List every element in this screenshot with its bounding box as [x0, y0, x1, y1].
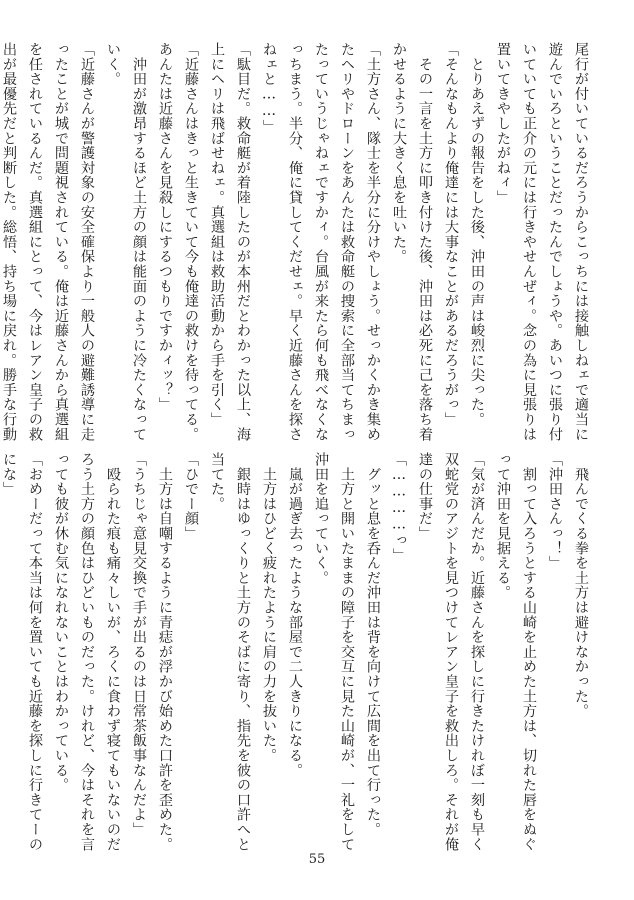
text-line: 沖田が激昂するほど土方の顔は能面のように冷たくなって	[131, 42, 147, 442]
text-block-upper	[1, 42, 594, 442]
text-line: 「近藤さんはきっと生きていて今も俺達の救けを待ってる。	[183, 42, 199, 442]
text-line: にな」	[1, 452, 17, 497]
text-line: って沖田を見据える。	[495, 452, 511, 600]
text-line: ったことが城で問題視されている。俺は近藤さんから真選組	[53, 42, 69, 442]
text-line: っちまう。半分、俺に貸してくだせェ。早く近藤さんを探さ	[287, 42, 303, 442]
text-line: ろう土方の顔色はひどいものだった。けれど、今はそれを言	[79, 452, 95, 852]
text-line: 置いてきやしたがねィ」	[495, 42, 511, 205]
text-line: たヘリやドローンをあんたは救命艇の捜索に全部当てちまっ	[339, 42, 355, 442]
text-line: その一言を土方に叩き付けた後、沖田は必死に己を落ち着	[417, 42, 433, 442]
text-line: 「駄目だ。救命艇が着陸したのが本州だとわかった以上、海	[235, 42, 251, 442]
text-line: 「土方さん、隊士を半分に分けやしょう。せっかくかき集め	[365, 42, 381, 442]
text-line: 「ひでー顔」	[183, 452, 199, 541]
text-line: 土方は自嘲するように青痣が浮かび始めた口許を歪めた。	[157, 452, 173, 852]
text-line: 上にヘリは飛ばせねェ。真選組は救助活動から手を引く」	[209, 42, 225, 427]
text-line: とりあえずの報告をした後、沖田の声は峻烈に尖った。	[469, 42, 485, 427]
text-line: を任されているんだ。真選組にとって、今はレアン皇子の救	[27, 42, 43, 442]
text-line: 尾行が付いているだろうからこっちには接触しねェで適当に	[573, 42, 589, 442]
text-line: 銀時はゆっくりと土方のそばに寄り、指先を彼の口許へと	[235, 452, 251, 852]
text-line: 嵐が過ぎ去ったような部屋で二人きりになる。	[287, 452, 303, 778]
text-line: 「おめーだって本当は何を置いても近藤を探しに行きてーの	[27, 452, 43, 852]
text-line: 「うちじゃ意見交換で手が出るのは日常茶飯事なんだよ」	[131, 452, 147, 837]
text-line: 沖田を追っていく。	[313, 452, 329, 586]
text-line: たっていうじゃねェですかィ。台風が来たら何も飛べなくな	[313, 42, 329, 442]
text-line: かせるように大きく息を吐いた。	[391, 42, 407, 264]
text-line: 「…………っ」	[391, 452, 407, 563]
text-line: 双蛇党のアジトを見つけてレアン皇子を救出しろ。それが俺	[443, 452, 459, 852]
text-line: 土方と開いたままの障子を交互に見た山崎が、一礼をして	[339, 452, 355, 852]
text-line: あんたは近藤さんを見殺しにするつもりですかィッ？」	[157, 42, 173, 412]
text-line: 殴られた痕も痛々しいが、ろくに食わず寝てもいないのだ	[105, 452, 121, 852]
text-line: 「気が済んだか。近藤さんを探しに行きたけれぼ一刻も早く	[469, 452, 485, 852]
text-line: 当てた。	[209, 452, 225, 512]
text-line: ねェと……」	[261, 42, 277, 135]
text-line: 土方はひどく疲れたように肩の力を抜いた。	[261, 452, 277, 763]
text-line: 飛んでくる拳を土方は避けなかった。	[573, 452, 589, 719]
text-line: いく。	[105, 42, 121, 87]
text-line: 出が最優先だと判断した。総悟、持ち場に戻れ。勝手な行動	[1, 42, 17, 442]
text-line: 割って入ろうとする山崎を止めた土方は、切れた唇をぬぐ	[521, 452, 537, 852]
text-line: 遊んでいろということだったんでしょうや。あいつに張り付	[547, 42, 563, 442]
text-line: 達の仕事だ」	[417, 452, 433, 541]
text-block-lower	[1, 452, 594, 852]
text-line: いていても正介の元には行きやせんぜィ。念の為に見張りは	[521, 42, 537, 442]
page-number: 55	[308, 852, 326, 867]
text-line: グッと息を呑んだ沖田は背を向けて広間を出て行った。	[365, 452, 381, 837]
text-line: 「近藤さんが警護対象の安全確保より一般人の避難誘導に走	[79, 42, 95, 442]
text-line: 「沖田さんっ！」	[547, 452, 563, 571]
text-line: 「そんなもんより俺達には大事なことがあるだろうがっ」	[443, 42, 459, 427]
text-line: っても彼が休む気になれないことはわかっている。	[53, 452, 69, 793]
